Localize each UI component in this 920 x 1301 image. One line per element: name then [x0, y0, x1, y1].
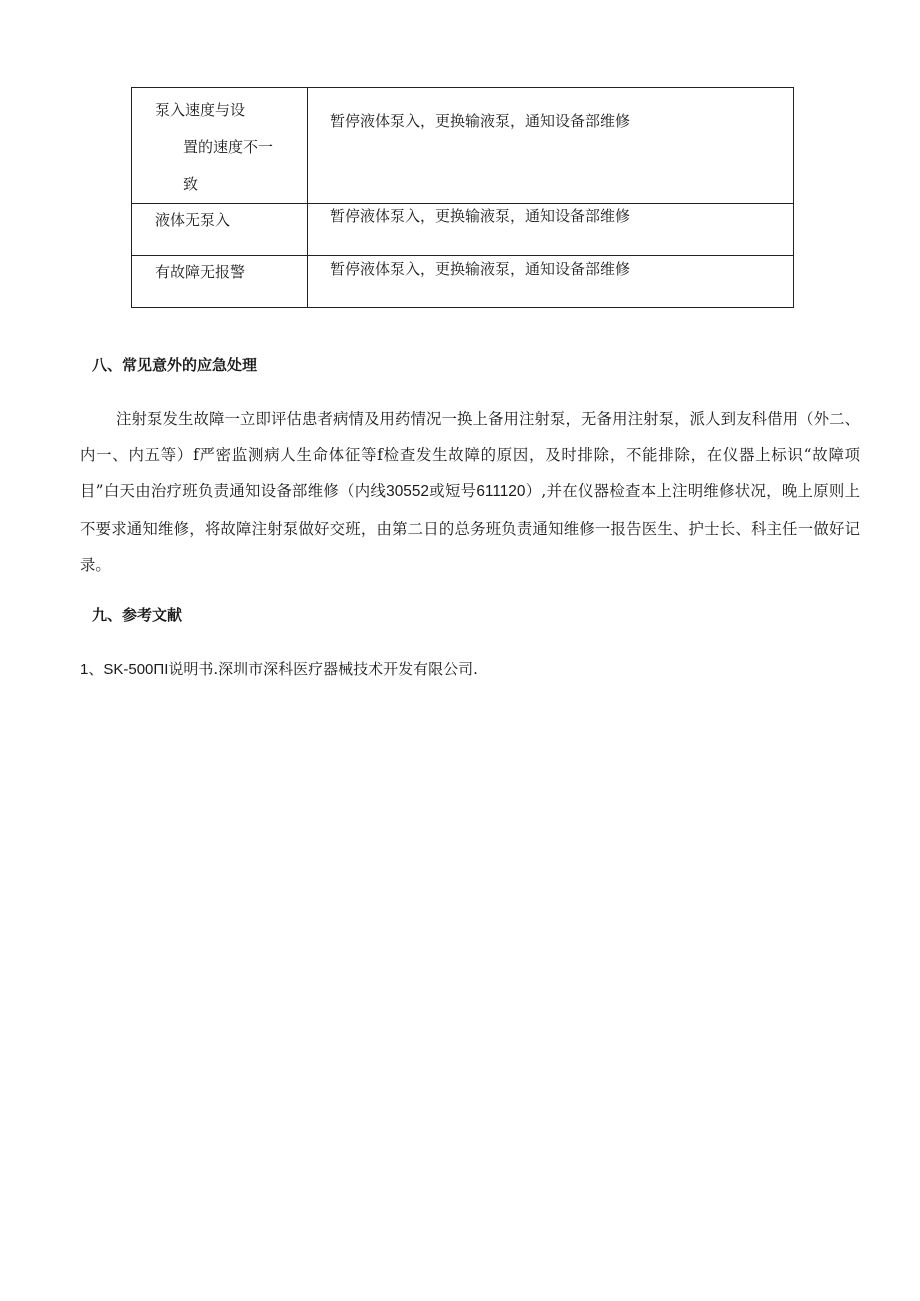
table-row: [132, 204, 794, 256]
fault-text-line: 致: [183, 175, 199, 193]
action-text: 暂停液体泵入，更换输液泵，通知设备部维修: [330, 112, 631, 130]
fault-text: 有故障无报警: [155, 263, 246, 281]
action-cell: [308, 256, 794, 308]
fault-cell: [132, 256, 308, 308]
short-number: 611120: [476, 483, 526, 501]
fault-text: 液体无泵入: [155, 211, 231, 229]
reference-text: 说明书.深圳市深科医疗器械技术开发有限公司.: [168, 660, 478, 678]
internal-line-number: 30552: [386, 483, 429, 501]
emergency-paragraph: [80, 401, 860, 583]
action-cell: [308, 204, 794, 256]
table-row: [132, 256, 794, 308]
section-heading-emergency: 八、常见意外的应急处理: [92, 356, 258, 374]
section-heading-references: 九、参考文献: [92, 606, 183, 624]
action-cell: [308, 88, 794, 204]
reference-number: 1、SK-500ΠI: [80, 661, 169, 678]
fault-cell: [132, 88, 308, 204]
fault-cell: [132, 204, 308, 256]
paragraph-text: ）,并在仪器检查本上注明维修状况，晚上原则上不要求通知维修，将故障注射泵做好交班，由第二日的总务班负责通知维修一报告医生、护士长、科主任一做好记录。: [80, 482, 860, 574]
action-text: 暂停液体泵入，更换输液泵，通知设备部维修: [330, 207, 631, 225]
table-row: [132, 88, 794, 204]
fault-text-line: 泵入速度与设: [155, 101, 246, 119]
action-text: 暂停液体泵入，更换输液泵，通知设备部维修: [330, 260, 631, 278]
reference-item: [80, 658, 478, 681]
paragraph-text: 注射泵发生故障一立即评估患者病情及用药情况一换上备用注射泵，无备用注射泵，派人到友科借用（外二、内一、内五等）f严密监测病人生命体征等f检查发生故障的原因，及时排除，不能排除，在仪器上标识“故障项目”白天由治疗班负责通知设备部维修（内线: [80, 410, 860, 501]
fault-table: [131, 87, 794, 308]
paragraph-text: 或短号: [428, 482, 477, 501]
fault-text-line: 置的速度不一: [183, 138, 274, 156]
